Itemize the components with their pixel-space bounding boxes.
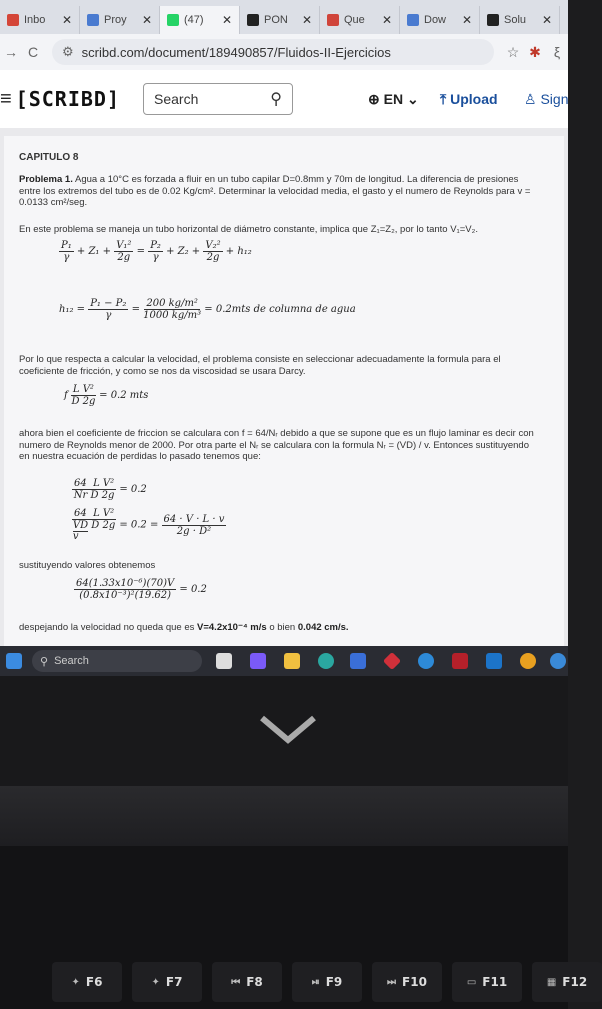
- paragraph-4: sustituyendo valores obtenemos: [19, 560, 156, 571]
- brand-icon: [327, 14, 339, 26]
- document-viewer[interactable]: [0, 128, 568, 646]
- browser-tab[interactable]: [0, 6, 80, 34]
- browser-tab-title: Dow: [424, 14, 447, 26]
- result-middle: o bien: [269, 622, 296, 633]
- function-key[interactable]: [452, 962, 522, 1002]
- backlight-icon: ▦: [546, 976, 557, 988]
- menu-icon[interactable]: ≡: [0, 87, 12, 110]
- copilot-icon[interactable]: [250, 653, 266, 669]
- chatgpt-icon: [487, 14, 499, 26]
- browser-tab-bar: [0, 0, 568, 34]
- url-text: scribd.com/document/189490857/Fluidos-II-Ejercicios: [81, 44, 391, 60]
- browser-tab[interactable]: [240, 6, 320, 34]
- screen-icon: ▭: [466, 976, 477, 988]
- keyboard: [0, 846, 588, 1009]
- function-key-label: F8: [246, 975, 263, 989]
- paragraph-3: ahora bien el coeficiente de friccion se calculara con f = 64/Nᵣ debido a que se supone que es un flujo laminar es decir con numero de Reynolds menor de 2000. Por otra parte el Nᵣ se calculara con la formula Nᵣ = (VD) / v. Entonces sustituyendo en nuestra ecuación de perdidas lo pasado tenemos que:: [19, 428, 534, 462]
- browser-tab-title: (47): [184, 14, 204, 26]
- upload-button[interactable]: [440, 91, 498, 108]
- reload-icon[interactable]: C: [27, 44, 39, 60]
- head-loss-result: 0.2mts de columna de agua: [215, 304, 356, 315]
- close-tab-icon[interactable]: ✕: [221, 13, 232, 27]
- function-key-label: F10: [402, 975, 427, 989]
- function-key[interactable]: [52, 962, 122, 1002]
- darcy-equation: f $\frac{\text{L V²}}{D 2g}$ = 0.2 mts: [64, 384, 149, 407]
- outlook-icon[interactable]: [486, 653, 502, 669]
- search-icon[interactable]: ⚲: [270, 91, 282, 108]
- problem-title: Problema 1.: [19, 174, 73, 185]
- paragraph-1: En este problema se maneja un tubo horizontal de diámetro constante, implica que Z₁=Z₂, por lo tanto V₁=V₂.: [19, 224, 478, 235]
- mcafee-icon[interactable]: [452, 653, 468, 669]
- browser-tab[interactable]: [80, 6, 160, 34]
- function-key[interactable]: [532, 962, 602, 1002]
- result-prefix: despejando la velocidad no queda que es: [19, 622, 195, 633]
- store-icon[interactable]: [350, 653, 366, 669]
- address-bar: [0, 34, 568, 70]
- language-label: EN: [383, 90, 404, 107]
- app-icon[interactable]: [383, 652, 401, 670]
- close-tab-icon[interactable]: ✕: [61, 13, 72, 27]
- function-key[interactable]: [292, 962, 362, 1002]
- close-tab-icon[interactable]: ✕: [461, 13, 472, 27]
- play-pause-icon: ⏯: [311, 976, 320, 988]
- browser-tab-title: Proy: [104, 14, 127, 26]
- function-key[interactable]: [132, 962, 202, 1002]
- problem-text: Agua a 10°C es forzada a fluir en un tubo capilar D=0.8mm y 70m de longitud. La diferencia de presiones entre los extremos del tubo es de 0.02 Kg/cm². Determinar la velocidad media, el gasto y el numero de Reynolds para v = 0.0133 cm²/seg.: [19, 174, 531, 208]
- windows-taskbar: [0, 646, 568, 676]
- windows-start-icon[interactable]: [6, 653, 22, 669]
- paragraph-2: Por lo que respecta a calcular la velocidad, el problema consiste en seleccionar adecuadamente la formula para el coeficiente de fricción, y como se nos da viscosidad se usara Darcy.: [19, 354, 501, 377]
- chevron-down-icon: ⌄: [406, 90, 419, 107]
- browser-tab[interactable]: [160, 6, 240, 34]
- upload-icon: ⤒: [440, 90, 447, 107]
- brightness-down-icon: ✦: [71, 976, 80, 988]
- extension-icon-2[interactable]: ξ: [553, 44, 561, 60]
- upload-label: Upload: [450, 90, 498, 107]
- task-view-icon[interactable]: [216, 653, 232, 669]
- forward-icon[interactable]: →: [4, 44, 18, 60]
- file-explorer-icon[interactable]: [284, 653, 300, 669]
- function-key-label: F12: [562, 975, 588, 989]
- reynolds-equation-1: $\frac{\text{64 L V²}}{\text{Nr D 2g}}$ = 0.2: [73, 478, 147, 501]
- result-velocity: V=4.2x10⁻⁴ m/s: [197, 622, 267, 633]
- problem-statement: [19, 174, 539, 209]
- result-line: [19, 622, 539, 634]
- taskbar-search-icon: ⚲: [40, 655, 49, 668]
- url-field[interactable]: [52, 39, 494, 65]
- chrome-icon-2[interactable]: [520, 653, 536, 669]
- sign-in-label: Sign: [540, 90, 569, 107]
- brightness-up-icon: ✦: [151, 976, 160, 988]
- browser-tab-title: Inbo: [24, 14, 46, 26]
- function-key-label: F6: [85, 975, 103, 989]
- function-key-label: F11: [482, 975, 508, 989]
- globe-icon: ⊕: [368, 90, 380, 107]
- darcy-result: = 0.2 mts: [99, 390, 149, 401]
- close-tab-icon[interactable]: ✕: [541, 13, 552, 27]
- browser-tab-title: Solu: [504, 14, 527, 26]
- bookmark-star-icon[interactable]: ☆: [506, 43, 520, 60]
- extension-icon[interactable]: ✱: [529, 43, 541, 60]
- taskbar-search[interactable]: [32, 650, 202, 672]
- function-key-label: F7: [165, 975, 183, 989]
- download-icon: [407, 14, 419, 26]
- scribd-logo[interactable]: [SCRIBD]: [15, 87, 120, 111]
- next-track-icon: ⏭: [387, 976, 397, 988]
- function-key-label: F9: [325, 975, 343, 989]
- function-key[interactable]: [372, 962, 442, 1002]
- browser-tab[interactable]: [400, 6, 480, 34]
- laptop-bezel: [0, 676, 568, 786]
- bernoulli-equation: $\frac{\text{P₁}}{\gamma}$ + Z₁ + $\frac{\text{V₁²}}{2g}$ = $\frac{\text{P₂}}{\gamma}$ + Z₂ + $\frac{\text{V₂²}}{2g}$ + h₁₂: [61, 240, 252, 263]
- app-icon-2[interactable]: [550, 653, 566, 669]
- whatsapp-icon: [167, 14, 179, 26]
- close-tab-icon[interactable]: ✕: [141, 13, 152, 27]
- site-info-icon[interactable]: ⚙: [62, 44, 74, 59]
- gmail-icon: [7, 14, 19, 26]
- user-icon: ♙: [524, 90, 537, 107]
- language-selector[interactable]: [368, 91, 419, 108]
- taskbar-search-label: Search: [54, 655, 89, 667]
- scribd-header: [0, 70, 568, 129]
- close-tab-icon[interactable]: ✕: [301, 13, 312, 27]
- numeric-substitution: $\frac{\text{64(1.33x10⁻⁶)(70)V}}{\text{(0.8x10⁻³)²(19.62)}}$ = 0.2: [76, 578, 207, 601]
- document-page: [4, 136, 564, 646]
- browser-tab[interactable]: [320, 6, 400, 34]
- edge-icon[interactable]: [318, 653, 334, 669]
- chrome-icon[interactable]: [418, 653, 434, 669]
- chatgpt-icon: [247, 14, 259, 26]
- sign-in-button[interactable]: [524, 91, 568, 108]
- laptop-hinge: [0, 786, 568, 846]
- browser-tab-title: PON: [264, 14, 288, 26]
- close-tab-icon[interactable]: ✕: [381, 13, 392, 27]
- previous-track-icon: ⏮: [231, 976, 241, 988]
- browser-tab-title: Que: [344, 14, 365, 26]
- chapter-heading: CAPITULO 8: [19, 152, 79, 163]
- head-loss-equation: h₁₂ = $\frac{\text{P₁ − P₂}}{\gamma}$ = $\frac{\text{200 kg/m²}}{\text{1000 kg/m³}}$ = 0.2mts de columna de agua: [59, 298, 356, 321]
- search-placeholder: Search: [154, 91, 199, 107]
- laptop-logo-chevron-icon: [258, 714, 318, 744]
- docs-icon: [87, 14, 99, 26]
- result-velocity-cms: 0.042 cm/s.: [297, 622, 349, 633]
- browser-tab[interactable]: [480, 6, 560, 34]
- search-input[interactable]: [143, 83, 293, 115]
- function-key[interactable]: [212, 962, 282, 1002]
- reynolds-equation-2: 64 L V² VD D 2g v = 0.2 = $\frac{64 \cdot V \cdot L \cdot v}{\text{2g · D²}}$: [72, 508, 225, 542]
